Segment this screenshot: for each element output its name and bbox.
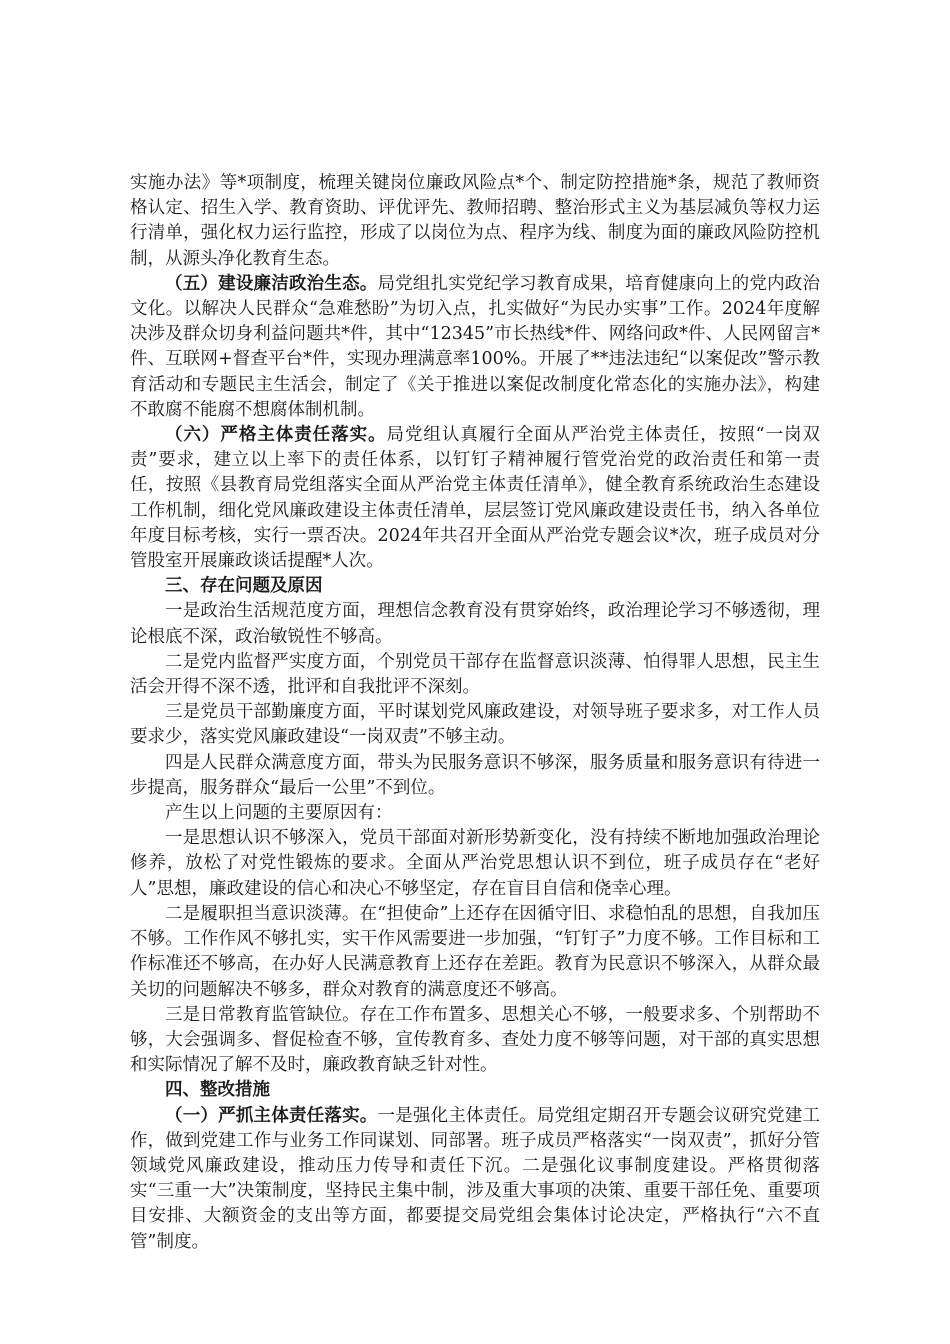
- paragraph-text: 一是强化主体责任。局党组定期召开专题会议研究党建工作，做到党建工作与业务工作同谋划、同部署。班子成员严格落实“一岗双责”，抓好分管领域党风廉政建设，推动压力传导和责任下沉。二是强化议事制度建设。严格贯彻落实“三重一大”决策制度，坚持民主集中制，涉及重大事项的决策、重要干部任免、重要项目安排、大额资金的支出等方面，都要提交局党组会集体讨论决定，严格执行“六不直管”制度。: [130, 1105, 820, 1252]
- paragraph-text: 一是思想认识不够深入，党员干部面对新形势新变化，没有持续不断地加强政治理论修养，放松了对党性锻炼的要求。全面从严治党思想认识不到位，班子成员存在“老好人”思想，廉政建设的信心和决心不够坚定，存在盲目自信和侥幸心理。: [130, 828, 820, 899]
- paragraph-text: 二是党内监督严实度方面，个别党员干部存在监督意识淡薄、怕得罪人思想，民主生活会开得不深不透，批评和自我批评不深刻。: [130, 651, 820, 698]
- document-page: [130, 171, 820, 1255]
- paragraph-cause-2: [130, 902, 820, 1003]
- paragraph-lead: （一）严抓主体责任落实。: [165, 1105, 378, 1126]
- paragraph-text: 实施办法》等*项制度，梳理关键岗位廉政风险点*个、制定防控措施*条，规范了教师资格认定、招生入学、教育资助、评优评先、教师招聘、整治形式主义为基层减负等权力运行清单，强化权力运行监控，形成了以岗位为点、程序为线、制度为面的廉政风险防控机制，从源头净化教育生态。: [130, 173, 820, 269]
- paragraph-text: 一是政治生活规范度方面，理想信念教育没有贯穿始终，政治理论学习不够透彻，理论根底不深，政治敏锐性不够高。: [130, 601, 820, 647]
- paragraph-text: 四是人民群众满意度方面，带头为民服务意识不够深，服务质量和服务意识有待进一步提高，服务群众“最后一公里”不到位。: [130, 752, 820, 798]
- paragraph-cause-3: [130, 1003, 820, 1079]
- paragraph-continuation: [130, 171, 820, 272]
- section-heading-problems: 三、存在问题及原因: [165, 576, 323, 597]
- paragraph-lead: （五）建设廉洁政治生态。: [165, 273, 378, 294]
- paragraph-problem-2: [130, 650, 820, 700]
- paragraph-problem-3: [130, 700, 820, 750]
- paragraph-lead: （六）严格主体责任落实。: [165, 425, 387, 446]
- paragraph-text: 产生以上问题的主要原因有：: [165, 803, 393, 824]
- paragraph-text: 局党组扎实党纪学习教育成果，培育健康向上的党内政治文化。以解决人民群众“急难愁盼”为切入点，扎实做好“为民办实事”工作。2024年度解决涉及群众切身利益问题共*件，其中“12345”市长热线*件、网络问政*件、人民网留言*件、互联网+督查平台*件，实现办理满意率100%。开展了**违法违纪“以案促改”警示教育活动和专题民主生活会，制定了《关于推进以案促改制度化常态化的实施办法》，构建不敢腐不能腐不想腐体制机制。: [130, 273, 820, 420]
- paragraph-causes-intro: [130, 801, 820, 826]
- paragraph-text: 局党组认真履行全面从严治党主体责任，按照“一岗双责”要求，建立以上率下的责任体系，以钉钉子精神履行管党治党的政治责任和第一责任，按照《县教育局党组落实全面从严治党主体责任清单》，健全教育系统政治生态建设工作机制，细化党风廉政建设主体责任清单，层层签订党风廉政建设责任书，纳入各单位年度目标考核，实行一票否决。2024年共召开全面从严治党专题会议*次，班子成员对分管股室开展廉政谈话提醒*人次。: [130, 425, 821, 572]
- paragraph-measure-1: [130, 1104, 820, 1255]
- paragraph-cause-1: [130, 826, 820, 902]
- paragraph-text: 三是党员干部勤廉度方面，平时谋划党风廉政建设，对领导班子要求多，对工作人员要求少，落实党风廉政建设“一岗双责”不够主动。: [130, 702, 820, 748]
- paragraph-text: 二是履职担当意识淡薄。在“担使命”上还存在因循守旧、求稳怕乱的思想，自我加压不够。工作作风不够扎实，实干作风需要进一步加强，“钉钉子”力度不够。工作目标和工作标准还不够高，在办好人民满意教育上还存在差距。教育为民意识不够深入，从群众最关切的问题解决不够多，群众对教育的满意度还不够高。: [130, 903, 820, 1000]
- paragraph-section-5: [130, 272, 820, 423]
- paragraph-problem-4: [130, 751, 820, 801]
- paragraph-section-6: [130, 423, 820, 574]
- paragraph-text: 三是日常教育监管缺位。存在工作布置多、思想关心不够，一般要求多、个别帮助不够，大会强调多、督促检查不够，宣传教育多、查处力度不够等问题，对干部的真实思想和实际情况了解不及时，廉政教育缺乏针对性。: [130, 1004, 820, 1076]
- section-heading-measures: 四、整改措施: [165, 1080, 270, 1101]
- paragraph-problem-1: [130, 599, 820, 649]
